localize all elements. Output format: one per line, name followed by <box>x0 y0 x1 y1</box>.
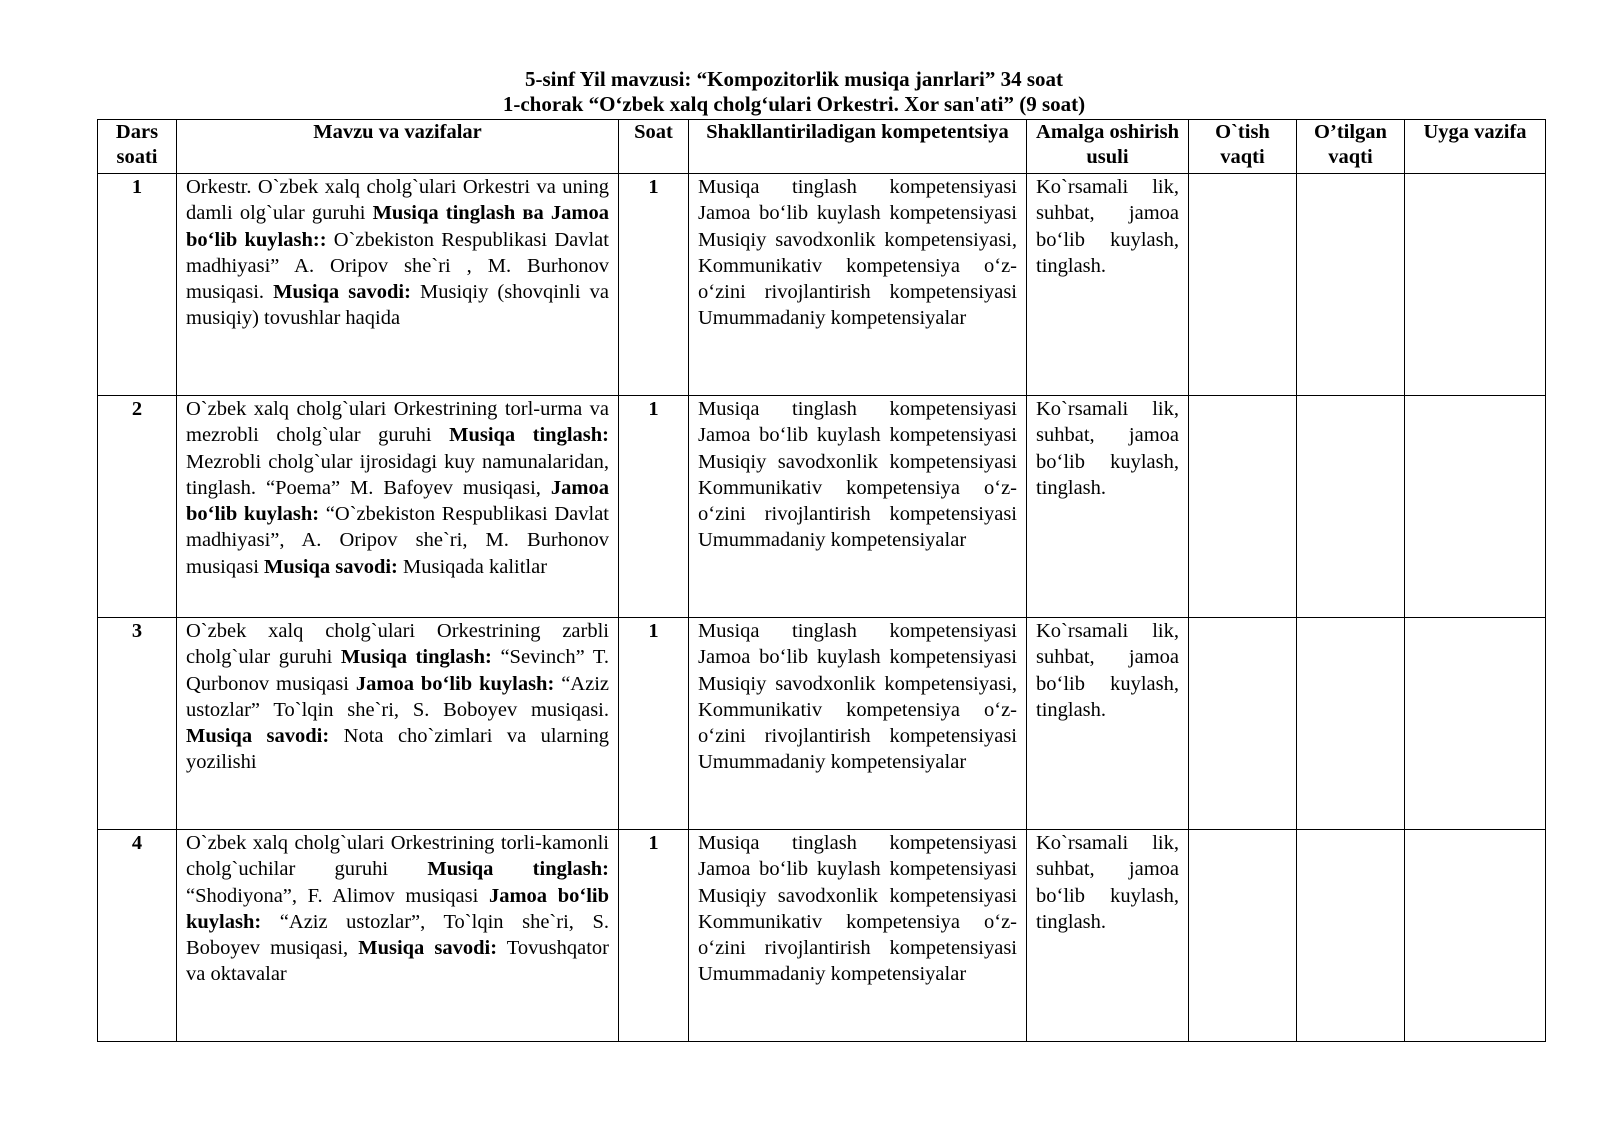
lesson-topic <box>177 396 619 618</box>
topic-bold-segment: Musiqa savodi: <box>264 555 398 578</box>
topic-bold-segment: Jamoa bo‘lib kuylash: <box>355 672 555 695</box>
lesson-pass-time <box>1189 830 1297 1042</box>
topic-text-segment: “Sevinch” T. Qurbonov musiqasi <box>186 646 610 695</box>
topic-text-segment: “Aziz ustozlar”, To`lqin she`ri, S. Boboyev musiqasi, <box>186 910 609 960</box>
topic-text-segment: Musiqada kalitlar <box>397 555 548 578</box>
lesson-pass-time <box>1189 618 1297 830</box>
lesson-number: 1 <box>98 174 177 396</box>
document-title <box>0 67 1600 117</box>
lesson-topic <box>177 830 619 1042</box>
lesson-done-time <box>1297 830 1405 1042</box>
topic-bold-segment: Musiqa savodi: <box>273 281 411 304</box>
lesson-homework <box>1405 174 1546 396</box>
lesson-topic <box>177 618 619 830</box>
topic-bold-segment: Musiqa tinglash: <box>427 858 610 881</box>
table-row <box>98 174 1546 396</box>
lesson-topic <box>177 174 619 396</box>
topic-bold-segment: Musiqa tinglash: <box>340 646 492 669</box>
topic-bold-segment: Musiqa savodi: <box>186 725 330 748</box>
lesson-competence: Musiqa tinglash kompetensiyasi Jamoa bo‘lib kuylash kompetensiyasi Musiqiy savodxonlik kompetensiyasi Kommunikativ kompetensiya o‘z-o‘zini rivojlantirish kompetensiyasi Umummadaniy kompetensiyalar <box>689 396 1027 618</box>
lesson-done-time <box>1297 396 1405 618</box>
lesson-hours: 1 <box>619 618 689 830</box>
lesson-hours: 1 <box>619 396 689 618</box>
column-header-topic: Mavzu va vazifalar <box>177 120 619 174</box>
lesson-method: Ko`rsamali lik, suhbat, jamoa bo‘lib kuylash, tinglash. <box>1027 618 1189 830</box>
table-row <box>98 830 1546 1042</box>
lesson-done-time <box>1297 174 1405 396</box>
topic-text-segment: “Aziz ustozlar” To`lqin she`ri, S. Boboyev musiqasi. <box>186 672 609 721</box>
topic-text-segment: “Shodiyona”, F. Alimov musiqasi <box>186 884 489 907</box>
topic-text-segment: Nota cho`zimlari va ularning yozilishi <box>186 725 609 774</box>
lesson-homework <box>1405 618 1546 830</box>
lesson-pass-time <box>1189 396 1297 618</box>
lesson-plan-table <box>97 119 1546 1042</box>
title-line-1: 5-sinf Yil mavzusi: “Kompozitorlik musiqa janrlari” 34 soat <box>524 67 1064 91</box>
topic-bold-segment: Musiqa savodi: <box>358 937 498 960</box>
column-header-homework: Uyga vazifa <box>1405 120 1546 174</box>
lesson-method: Ko`rsamali lik, suhbat, jamoa bo‘lib kuylash, tinglash. <box>1027 396 1189 618</box>
topic-text-segment: O`zbek xalq cholg`ulari Orkestrining torli-kamonli cholg`uchilar guruhi <box>186 832 609 881</box>
topic-bold-segment: Musiqa tinglash: <box>449 424 609 447</box>
topic-bold-segment: Jamoa bo‘lib kuylash: <box>186 884 609 933</box>
lesson-hours: 1 <box>619 174 689 396</box>
table-row <box>98 618 1546 830</box>
column-header-lesson-hour: Dars soati <box>98 120 177 174</box>
column-header-hours: Soat <box>619 120 689 174</box>
lesson-competence: Musiqa tinglash kompetensiyasi Jamoa bo‘lib kuylash kompetensiyasi Musiqiy savodxonlik kompetensiyasi, Kommunikativ kompetensiya o‘z-o‘zini rivojlantirish kompetensiyasi Umummadaniy kompetensiyalar <box>689 174 1027 396</box>
lesson-hours: 1 <box>619 830 689 1042</box>
column-header-pass-time: O`tish vaqti <box>1189 120 1297 174</box>
lesson-number: 2 <box>98 396 177 618</box>
topic-text-segment: Tovushqator va oktavalar <box>186 937 609 986</box>
topic-text-segment: O`zbek xalq cholg`ulari Orkestrining torl-urma va mezrobli cholg`ular guruhi <box>186 398 609 447</box>
lesson-method: Ko`rsamali lik, suhbat, jamoa bo‘lib kuylash, tinglash. <box>1027 174 1189 396</box>
lesson-number: 3 <box>98 618 177 830</box>
title-line-2: 1-chorak “O‘zbek xalq cholg‘ulari Orkestri. Xor san'ati” (9 soat) <box>502 92 1086 116</box>
lesson-method: Ko`rsamali lik, suhbat, jamoa bo‘lib kuylash, tinglash. <box>1027 830 1189 1042</box>
topic-text-segment: “O`zbekiston Respublikasi Davlat madhiyasi”, A. Oripov she`ri, M. Burhonov musiqasi <box>186 503 609 578</box>
topic-text-segment: O`zbekiston Respublikasi Davlat madhiyasi” A. Oripov she`ri , M. Burhonov musiqasi. <box>186 228 609 304</box>
column-header-competence: Shakllantiriladigan kompetentsiya <box>689 120 1027 174</box>
lesson-competence: Musiqa tinglash kompetensiyasi Jamoa bo‘lib kuylash kompetensiyasi Musiqiy savodxonlik kompetensiyasi, Kommunikativ kompetensiya o‘z-o‘zini rivojlantirish kompetensiyasi Umummadaniy kompetensiyalar <box>689 618 1027 830</box>
lesson-competence: Musiqa tinglash kompetensiyasi Jamoa bo‘lib kuylash kompetensiyasi Musiqiy savodxonlik kompetensiyasi Kommunikativ kompetensiya o‘z-o‘zini rivojlantirish kompetensiyasi Umummadaniy kompetensiyalar <box>689 830 1027 1042</box>
lesson-pass-time <box>1189 174 1297 396</box>
lesson-homework <box>1405 396 1546 618</box>
lesson-done-time <box>1297 618 1405 830</box>
topic-text-segment: Mezrobli cholg`ular ijrosidagi kuy namunalaridan, tinglash. “Poema” M. Bafoyev musiqasi, <box>186 450 609 499</box>
table-row <box>98 396 1546 618</box>
topic-text-segment: O`zbek xalq cholg`ulari Orkestrining zarbli cholg`ular guruhi <box>186 620 609 669</box>
lesson-homework <box>1405 830 1546 1042</box>
topic-text-segment: Musiqiy (shovqinli va musiqiy) tovushlar haqida <box>186 281 609 330</box>
table-header-row <box>98 120 1546 174</box>
topic-bold-segment: Jamoa bo‘lib kuylash: <box>186 476 609 526</box>
topic-bold-segment: Musiqa tinglash ва Jamoa bo‘lib kuylash:: <box>186 202 609 251</box>
topic-text-segment: Orkestr. O`zbek xalq cholg`ulari Orkestri va uning damli olg`ular guruhi <box>186 176 609 225</box>
column-header-done-time: O’tilgan vaqti <box>1297 120 1405 174</box>
lesson-number: 4 <box>98 830 177 1042</box>
column-header-method: Amalga oshirish usuli <box>1027 120 1189 174</box>
